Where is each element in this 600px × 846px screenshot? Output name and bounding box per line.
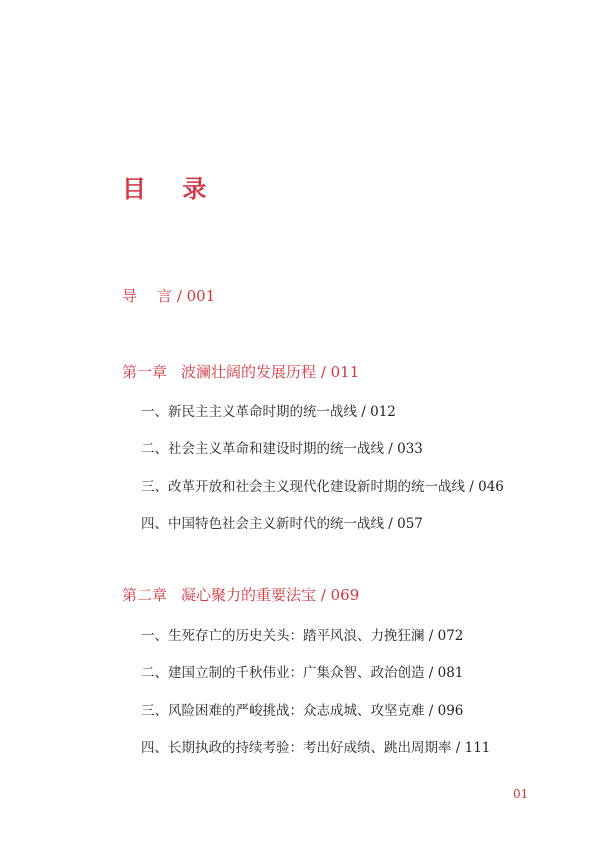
toc-entry[interactable]: 二、社会主义革命和建设时期的统一战线 / 033 [141,441,423,457]
page-number: 01 [513,787,529,801]
toc-entry[interactable]: 一、生死存亡的历史关头：踏平风浪、力挽狂澜 / 072 [141,628,464,644]
toc-entry[interactable]: 四、长期执政的持续考验：考出好成绩、跳出周期率 / 111 [141,740,491,756]
chapter-number: 第一章 [122,363,168,381]
page-title: 目 录 [122,174,221,203]
toc-intro[interactable] [122,284,215,308]
toc-entry[interactable]: 二、建国立制的千秋伟业：广集众智、政治创造 / 081 [141,665,464,681]
chapter-title: 波澜壮阔的发展历程 [181,363,317,381]
chapter-page: / 069 [320,586,360,604]
chapter-title: 凝心聚力的重要法宝 [181,586,317,604]
toc-entry[interactable]: 四、中国特色社会主义新时代的统一战线 / 057 [141,516,423,532]
chapter-page: / 011 [320,363,360,381]
toc-entry[interactable]: 三、风险困难的严峻挑战：众志成城、攻坚克难 / 096 [141,703,464,719]
intro-page: / 001 [176,287,216,305]
intro-label-first: 导 [122,287,138,305]
toc-entry[interactable]: 三、改革开放和社会主义现代化建设新时期的统一战线 / 046 [141,479,504,495]
intro-label-second: 言 [157,287,173,305]
toc-chapter-1[interactable] [122,360,359,384]
chapter-number: 第二章 [122,586,168,604]
toc-chapter-2[interactable] [122,583,359,607]
toc-entry[interactable]: 一、新民主主义革命时期的统一战线 / 012 [141,404,396,420]
